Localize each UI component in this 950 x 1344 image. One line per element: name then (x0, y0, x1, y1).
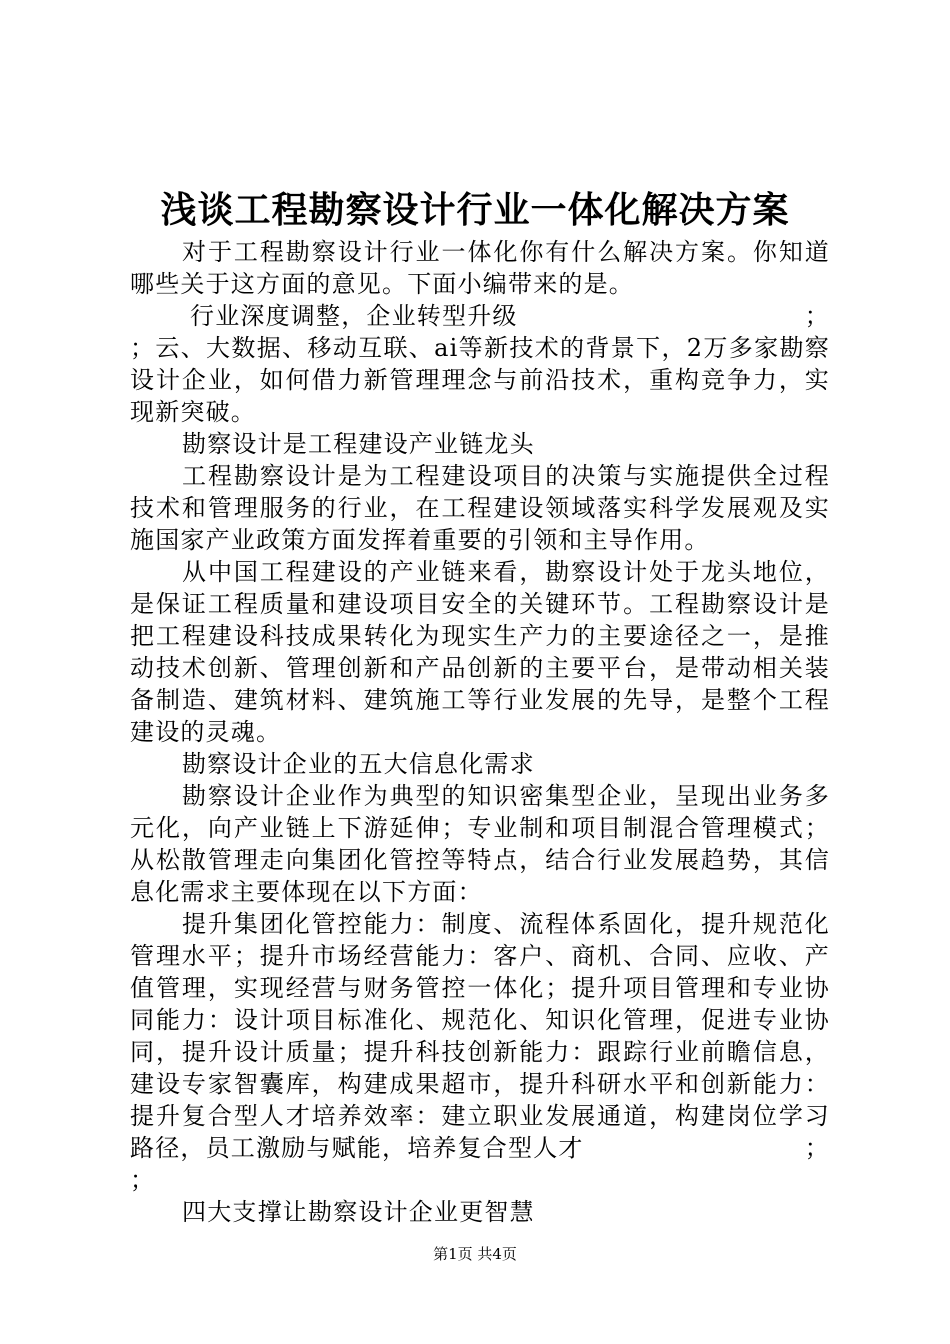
heading-industry-chain: 勘察设计是工程建设产业链龙头 (182, 430, 535, 458)
document-title: 浅谈工程勘察设计行业一体化解决方案 (160, 189, 790, 231)
capability-list-semicolon: ； (804, 1134, 830, 1162)
intro-paragraph: 对于工程勘察设计行业一体化你有什么解决方案。你知道哪些关于这方面的意见。下面小编带来的是。 (130, 238, 830, 298)
heading-four-pillars: 四大支撑让勘察设计企业更智慧 (182, 1198, 535, 1226)
section-line-industry-adjustment (130, 300, 830, 332)
cloud-bigdata-paragraph: ；云、大数据、移动互联、ai等新技术的背景下，2万多家勘察设计企业，如何借力新管理理念与前沿技术，重构竞争力，实现新突破。 (130, 334, 830, 426)
trailing-semicolon-line: ； (130, 1166, 156, 1194)
industry-adjustment-text: 行业深度调整，企业转型升级 (190, 302, 518, 330)
document-body (130, 236, 830, 1228)
industry-chain-paragraph: 从中国工程建设的产业链来看，勘察设计处于龙头地位，是保证工程质量和建设项目安全的关键环节。工程勘察设计是把工程建设科技成果转化为现实生产力的主要途径之一，是推动技术创新、管理创新和产品创新的主要平台，是带动相关装备制造、建筑材料、建筑施工等行业发展的先导，是整个工程建设的灵魂。 (130, 558, 830, 746)
industry-adjustment-semicolon: ； (804, 302, 830, 330)
heading-five-needs: 勘察设计企业的五大信息化需求 (182, 750, 535, 778)
capability-list-text: 提升集团化管控能力：制度、流程体系固化，提升规范化管理水平；提升市场经营能力：客户、商机、合同、应收、产值管理，实现经营与财务管控一体化；提升项目管理和专业协同能力：设计项目标准化、规范化、知识化管理，促进专业协同，提升设计质量；提升科技创新能力：跟踪行业前瞻信息，建设专家智囊库，构建成果超市，提升科研水平和创新能力：提升复合型人才培养效率：建立职业发展通道，构建岗位学习路径，员工激励与赋能，培养复合型人才 (130, 910, 830, 1162)
enterprise-characteristics-paragraph: 勘察设计企业作为典型的知识密集型企业，呈现出业务多元化，向产业链上下游延伸；专业制和项目制混合管理模式；从松散管理走向集团化管控等特点，结合行业发展趋势，其信息化需求主要体现在以下方面： (130, 782, 830, 906)
survey-design-definition-paragraph: 工程勘察设计是为工程建设项目的决策与实施提供全过程技术和管理服务的行业，在工程建设领域落实科学发展观及实施国家产业政策方面发挥着重要的引领和主导作用。 (130, 462, 830, 554)
capability-list-paragraph (130, 908, 830, 1164)
page-number-footer: 第1页 共4页 (433, 1245, 517, 1263)
